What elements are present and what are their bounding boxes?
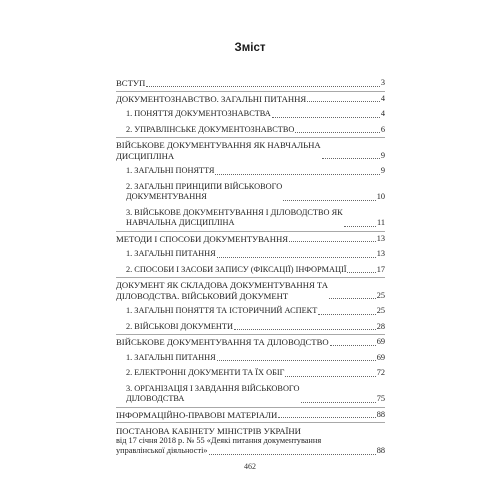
leader-dots — [285, 376, 375, 377]
toc-entry-page: 11 — [377, 218, 385, 227]
toc-subentry[interactable] — [116, 249, 385, 260]
toc-entry-label — [116, 140, 321, 161]
toc-entry-label: ПОСТАНОВА КАБІНЕТУ МІНІСТРІВ УКРАЇНИ — [116, 426, 301, 436]
toc-entry-last-line — [116, 446, 385, 457]
toc-entry-label — [116, 280, 328, 301]
leader-dots — [318, 314, 375, 315]
toc-entry-subtitle: від 17 січня 2018 р. № 55 «Деякі питання документування — [116, 436, 322, 445]
toc-entry[interactable] — [116, 337, 385, 348]
toc-entry-label: ДОКУМЕНТОЗНАВСТВО. ЗАГАЛЬНІ ПИТАННЯ — [116, 93, 307, 104]
leader-dots — [283, 200, 376, 201]
toc-entry-label: ІНФОРМАЦІЙНО-ПРАВОВІ МАТЕРІАЛИ — [116, 409, 278, 420]
toc-entry-resolution[interactable] — [116, 426, 385, 457]
toc-entry-label: 2. СПОСОБИ І ЗАСОБИ ЗАПИСУ (ФІКСАЦІЇ) ІНФОРМАЦІЇ — [126, 264, 347, 274]
toc-subentry[interactable] — [116, 208, 385, 229]
leader-dots — [344, 226, 376, 227]
label-line: ДОКУМЕНТ ЯК СКЛАДОВА ДОКУМЕНТУВАННЯ ТА — [116, 280, 329, 290]
label-line: ВІЙСЬКОВЕ ДОКУМЕНТУВАННЯ ЯК НАВЧАЛЬНА — [116, 140, 321, 150]
leader-dots — [329, 298, 376, 299]
leader-dots — [215, 174, 379, 175]
toc-section — [116, 280, 385, 335]
toc-entry-label — [126, 384, 300, 405]
toc-section — [116, 94, 385, 139]
toc-entry-label — [126, 182, 282, 203]
toc-entry-page: 3 — [380, 78, 385, 87]
toc-entry-page: 6 — [380, 124, 385, 134]
toc-entry-label: 2. ВІЙСЬКОВІ ДОКУМЕНТИ — [126, 321, 233, 331]
leader-dots — [272, 117, 380, 118]
toc-entry-label: 1. ЗАГАЛЬНІ ПОНЯТТЯ — [126, 166, 215, 175]
toc-entry-page: 88 — [376, 409, 385, 419]
toc-section — [116, 410, 385, 424]
toc-entry-page: 13 — [376, 249, 385, 258]
toc-entry-page: 17 — [376, 264, 385, 274]
leader-dots — [217, 360, 376, 361]
toc-subentry[interactable] — [116, 265, 385, 276]
toc-subentry[interactable] — [116, 368, 385, 379]
toc-subentry[interactable] — [116, 125, 385, 136]
leader-dots — [209, 454, 376, 455]
label-line: НАВЧАЛЬНА ДИСЦИПЛІНА — [126, 218, 235, 227]
toc-entry-label: 1. ЗАГАЛЬНІ ПИТАННЯ — [126, 249, 216, 258]
leader-dots — [301, 402, 376, 403]
leader-dots — [347, 272, 375, 273]
toc-entry-label: 1. ЗАГАЛЬНІ ПОНЯТТЯ ТА ІСТОРИЧНИЙ АСПЕКТ — [126, 306, 318, 315]
toc-entry-label: ВІЙСЬКОВЕ ДОКУМЕНТУВАННЯ ТА ДІЛОВОДСТВО — [116, 337, 329, 347]
toc-entry-label: 2. ЕЛЕКТРОННІ ДОКУМЕНТИ ТА ЇХ ОБІГ — [126, 368, 285, 377]
leader-dots — [330, 345, 376, 346]
toc-entry-label: 1. ЗАГАЛЬНІ ПИТАННЯ — [126, 352, 216, 362]
toc-section — [116, 234, 385, 279]
toc-entry-page: 88 — [376, 446, 385, 455]
page-number: 462 — [244, 462, 256, 471]
toc-subentry[interactable] — [116, 384, 385, 405]
leader-dots — [307, 101, 380, 102]
toc-entry-page: 4 — [380, 109, 385, 118]
label-line: 3. ОРГАНІЗАЦІЯ І ЗАВДАННЯ ВІЙСЬКОВОГО — [126, 383, 300, 393]
toc-entry-page: 69 — [376, 337, 385, 346]
toc-entry-page: 28 — [376, 321, 385, 331]
toc-subentry[interactable] — [116, 166, 385, 177]
leader-dots — [234, 329, 376, 330]
toc-section — [116, 140, 385, 232]
toc-entry-label: МЕТОДИ І СПОСОБИ ДОКУМЕНТУВАННЯ — [116, 233, 289, 244]
leader-dots — [217, 257, 376, 258]
toc-entry-label: 2. УПРАВЛІНСЬКЕ ДОКУМЕНТОЗНАВСТВО — [126, 124, 295, 134]
toc-entry[interactable] — [116, 234, 385, 245]
label-line: 3. ВІЙСЬКОВЕ ДОКУМЕНТУВАННЯ І ДІЛОВОДСТВО ЯК — [126, 207, 343, 217]
label-line: ДИСЦИПЛІНА — [116, 150, 175, 161]
toc-entry[interactable] — [116, 78, 385, 89]
table-of-contents — [116, 76, 385, 457]
toc-entry-page: 9 — [380, 166, 385, 175]
toc-entry-subtitle: управлінської діяльності» — [116, 446, 208, 455]
toc-entry-label: 1. ПОНЯТТЯ ДОКУМЕНТОЗНАВСТВА — [126, 109, 271, 118]
toc-entry[interactable] — [116, 94, 385, 105]
toc-entry-page: 9 — [380, 150, 385, 160]
toc-section — [116, 337, 385, 408]
toc-entry-page: 69 — [376, 352, 385, 362]
toc-section-intro — [116, 78, 385, 92]
toc-subentry[interactable] — [116, 353, 385, 364]
toc-entry-page: 13 — [376, 233, 385, 243]
toc-subentry[interactable] — [116, 109, 385, 120]
leader-dots — [278, 417, 375, 418]
toc-entry-label: ВСТУП — [116, 78, 146, 88]
label-line: ДОКУМЕНТУВАННЯ — [126, 192, 207, 201]
toc-entry[interactable] — [116, 140, 385, 161]
label-line: 2. ЗАГАЛЬНІ ПРИНЦИПИ ВІЙСЬКОВОГО — [126, 181, 283, 191]
toc-entry-page: 25 — [376, 306, 385, 315]
toc-entry[interactable] — [116, 410, 385, 421]
leader-dots — [295, 132, 379, 133]
toc-subentry[interactable] — [116, 182, 385, 203]
toc-subentry[interactable] — [116, 322, 385, 333]
toc-entry-page: 72 — [376, 368, 385, 377]
leader-dots — [146, 86, 380, 87]
toc-subentry[interactable] — [116, 306, 385, 317]
toc-entry-page: 10 — [376, 192, 385, 201]
page-title: Зміст — [234, 42, 266, 54]
label-line: ДІЛОВОДСТВА — [126, 394, 185, 403]
toc-entry-page: 4 — [380, 93, 385, 103]
toc-entry[interactable] — [116, 280, 385, 301]
leader-dots — [322, 158, 380, 159]
toc-entry-page: 75 — [376, 394, 385, 403]
leader-dots — [289, 241, 376, 242]
toc-entry-page: 25 — [376, 290, 385, 300]
toc-entry-label — [126, 208, 343, 229]
label-line: ДІЛОВОДСТВА. ВІЙСЬКОВИЙ ДОКУМЕНТ — [116, 290, 289, 301]
